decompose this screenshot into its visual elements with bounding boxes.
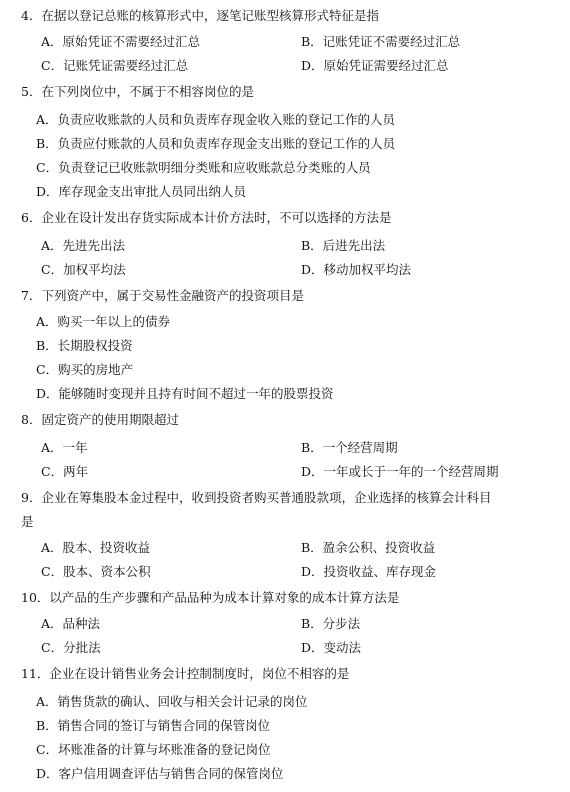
question-7-option-c: C．购买的房地产	[36, 362, 134, 377]
question-11-stem: 11．企业在设计销售业务会计控制制度时，岗位不相容的是	[21, 666, 350, 681]
question-4-option-d: D．原始凭证需要经过汇总	[301, 58, 449, 73]
question-9-stem-continued: 是	[21, 514, 34, 529]
question-11-option-b: B．销售合同的签订与销售合同的保管岗位	[36, 718, 271, 733]
question-11-option-d: D．客户信用调查评估与销售合同的保管岗位	[36, 766, 284, 781]
question-6-option-b: B．后进先出法	[301, 238, 386, 253]
question-6-option-d: D．移动加权平均法	[301, 262, 412, 277]
question-5-option-d: D．库存现金支出审批人员同出纳人员	[36, 184, 247, 199]
question-7-option-b: B．长期股权投资	[36, 338, 133, 353]
question-9-option-d: D．投资收益、库存现金	[301, 564, 437, 579]
question-7-option-d: D．能够随时变现并且持有时间不超过一年的股票投资	[36, 386, 334, 401]
question-7-option-a: A．购买一年以上的债券	[36, 314, 171, 329]
question-11-option-a: A．销售货款的确认、回收与相关会计记录的岗位	[36, 694, 308, 709]
question-9-option-b: B．盈余公积、投资收益	[301, 540, 436, 555]
question-8-option-c: C．两年	[41, 464, 89, 479]
question-7-stem: 7．下列资产中，属于交易性金融资产的投资项目是	[21, 288, 304, 303]
question-10-stem: 10．以产品的生产步骤和产品品种为成本计算对象的成本计算方法是	[21, 590, 400, 605]
question-10-option-a: A．品种法	[41, 616, 101, 631]
question-8-option-d: D．一年或长于一年的一个经营周期	[301, 464, 499, 479]
question-4-option-b: B．记账凭证不需要经过汇总	[301, 34, 461, 49]
question-5-option-b: B．负责应付账款的人员和负责库存现金支出账的登记工作的人员	[36, 136, 396, 151]
question-5-option-c: C．负责登记已收账款明细分类账和应收账款总分类账的人员	[36, 160, 371, 175]
question-6-stem: 6．企业在设计发出存货实际成本计价方法时，不可以选择的方法是	[21, 210, 392, 225]
question-4-option-a: A．原始凭证不需要经过汇总	[41, 34, 201, 49]
question-9-option-a: A．股本、投资收益	[41, 540, 151, 555]
question-11-option-c: C．坏账准备的计算与坏账准备的登记岗位	[36, 742, 271, 757]
question-8-stem: 8．固定资产的使用期限超过	[21, 412, 179, 427]
question-6-option-c: C．加权平均法	[41, 262, 126, 277]
question-5-stem: 5．在下列岗位中，不属于不相容岗位的是	[21, 84, 254, 99]
question-9-stem: 9．企业在筹集股本金过程中，收到投资者购买普通股款项，企业选择的核算会计科目	[21, 490, 492, 505]
question-4-option-c: C．记账凭证需要经过汇总	[41, 58, 189, 73]
question-9-option-c: C．股本、资本公积	[41, 564, 151, 579]
question-4-stem: 4．在据以登记总账的核算形式中，逐笔记账型核算形式特征是指	[21, 8, 379, 23]
question-8-option-a: A．一年	[41, 440, 88, 455]
question-5-option-a: A．负责应收账款的人员和负责库存现金收入账的登记工作的人员	[36, 112, 396, 127]
question-8-option-b: B．一个经营周期	[301, 440, 398, 455]
question-10-option-c: C．分批法	[41, 640, 101, 655]
question-10-option-d: D．变动法	[301, 640, 362, 655]
question-10-option-b: B．分步法	[301, 616, 361, 631]
question-6-option-a: A．先进先出法	[41, 238, 126, 253]
